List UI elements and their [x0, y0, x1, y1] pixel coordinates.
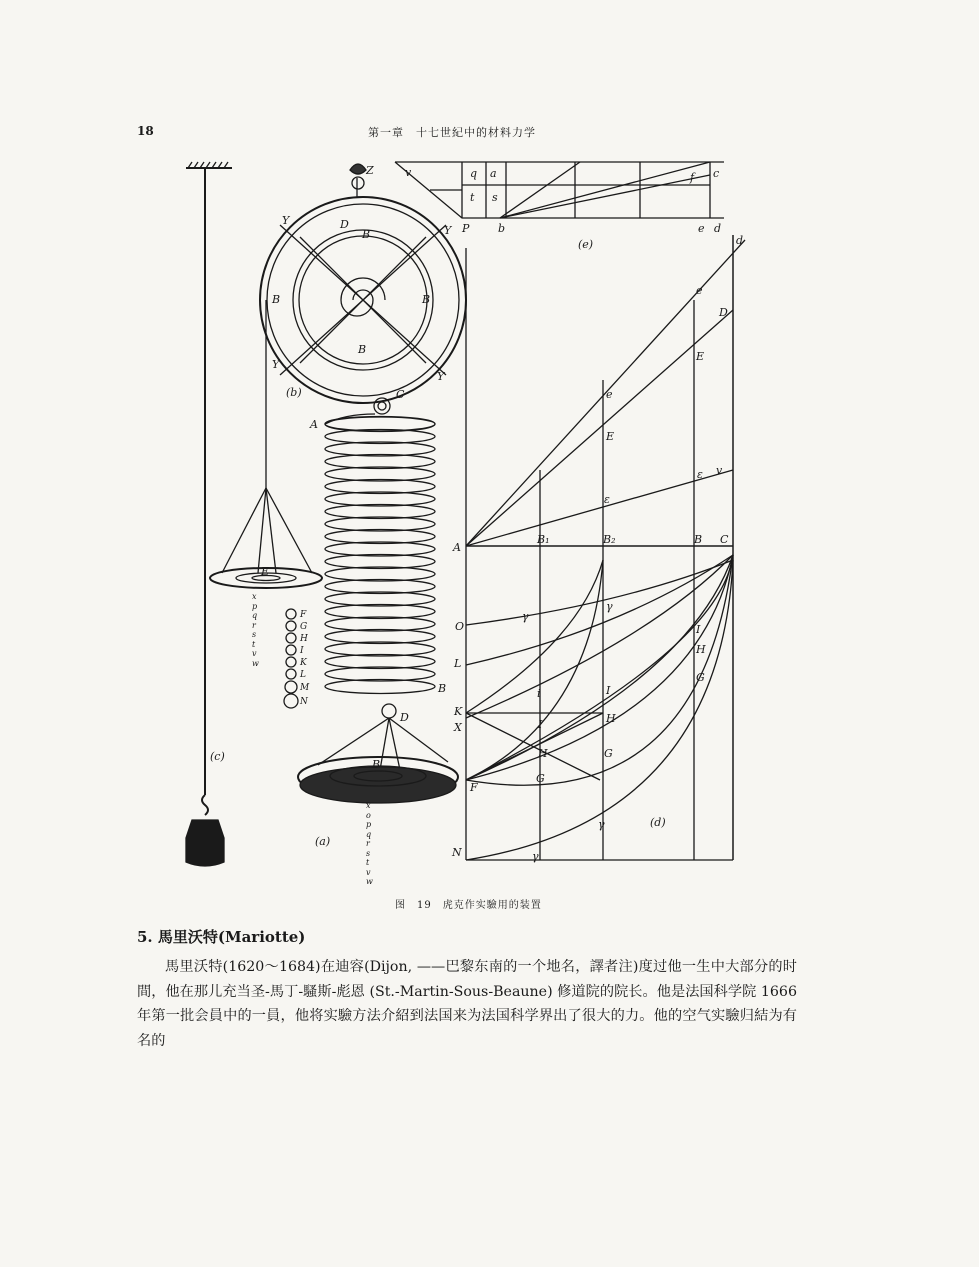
label-p: P	[462, 222, 470, 235]
label-y-tr: Y	[444, 224, 452, 237]
label-i: i	[537, 687, 541, 700]
label-gamma-3: γ	[598, 818, 605, 831]
label-e-mid: e	[606, 388, 613, 401]
label-v-e: v	[405, 166, 412, 179]
label-H-left: H	[538, 747, 548, 760]
weights-column	[284, 609, 298, 708]
label-f-e: f	[690, 171, 695, 184]
label-e-top: e	[696, 284, 703, 297]
label-d-top: d	[736, 234, 744, 247]
label-c-e: c	[713, 167, 720, 180]
weight-label-i: I	[300, 646, 304, 656]
label-H-right: H	[696, 643, 706, 656]
label-I-left: I	[538, 718, 543, 731]
label-B1: B₁	[537, 533, 550, 546]
label-b-left: B	[272, 293, 281, 306]
label-b-spring: B	[438, 682, 447, 695]
label-X-d: X	[454, 721, 462, 734]
label-e-pan: E	[261, 565, 270, 578]
label-b-pan: B	[372, 758, 381, 771]
label-s: s	[492, 191, 498, 204]
weight-label-k: K	[300, 658, 307, 668]
label-y-tl: Y	[282, 214, 290, 227]
body-text	[137, 955, 797, 1053]
label-d-hook: D	[400, 711, 409, 724]
label-K-d: K	[454, 705, 463, 718]
label-eps-mid: ε	[604, 493, 610, 506]
label-b-bottom: B	[358, 343, 367, 356]
label-d-wheel: D	[340, 218, 349, 231]
label-G-mid: G	[604, 747, 613, 760]
label-D-top: D	[719, 306, 728, 319]
weight-label-h: H	[300, 634, 308, 644]
label-E-right: E	[696, 350, 705, 363]
panel-label-a: (a)	[315, 835, 331, 848]
weight-label-n: N	[300, 697, 308, 707]
label-B2: B₂	[603, 533, 616, 546]
label-b-top: B	[362, 228, 371, 241]
diagram-d	[466, 235, 745, 860]
panel-label-e: (e)	[578, 238, 594, 251]
label-y-bl: Y	[272, 358, 280, 371]
panel-label-b: (b)	[286, 386, 302, 399]
panel-label-c: (c)	[210, 750, 225, 763]
label-A-d: A	[453, 541, 461, 554]
panel-label-d: (d)	[650, 816, 666, 829]
label-q: q	[470, 167, 478, 180]
label-a-e: a	[490, 167, 497, 180]
label-I-mid: I	[606, 684, 611, 697]
label-L-d: L	[454, 657, 462, 670]
scale-letters-bottom: x o p q r s t v w	[366, 801, 373, 886]
wire-apparatus-c	[186, 162, 232, 866]
label-O: O	[455, 620, 465, 633]
label-t: t	[470, 191, 475, 204]
label-c-spring: C	[396, 388, 405, 401]
diagram-e	[395, 162, 724, 218]
label-y-br: Y	[437, 370, 445, 383]
page-number: 18	[137, 124, 154, 138]
weight-label-g: G	[300, 622, 308, 632]
weight-label-l: L	[300, 670, 306, 680]
label-G-left: G	[536, 772, 545, 785]
label-eps-right: ε	[697, 468, 703, 481]
label-gamma-1: γ	[522, 610, 529, 623]
spring-coils	[325, 417, 435, 694]
label-N-d: N	[452, 846, 462, 859]
label-gamma-4: γ	[532, 850, 539, 863]
label-H-mid: H	[606, 712, 616, 725]
label-E-mid: E	[606, 430, 615, 443]
label-F-d: F	[470, 781, 478, 794]
weight-label-f: F	[300, 610, 307, 620]
spring-apparatus-a	[325, 398, 435, 432]
paragraph: 馬里沃特(1620～1684)在迪容(Dijon, ——巴黎东南的一个地名，譯者注)度过他一生中大部分的时間，他在那儿充当圣-馬丁-騷斯-彪恩 (St.-Martin-Sous-Beaune) 修道院的院长。他是法国科学院 1666 年第一批会員中的一員，他将实驗方法介紹到法国来为法国科学界出了很大的力。他的空气实驗归結为有名的	[137, 959, 797, 1049]
label-b-right: B	[422, 293, 431, 306]
label-d-e: d	[714, 222, 722, 235]
wheel-apparatus-b	[260, 164, 466, 403]
section-heading: 5. 馬里沃特(Mariotte)	[137, 928, 306, 946]
figure-caption: 图 19 虎克作实驗用的装置	[395, 900, 542, 911]
label-G-right: G	[696, 671, 705, 684]
label-I-right: I	[696, 623, 701, 636]
label-a-spring: A	[310, 418, 318, 431]
label-b-e: b	[498, 222, 506, 235]
label-e-e: e	[698, 222, 705, 235]
label-v-d: v	[716, 464, 723, 477]
label-gamma-2: γ	[606, 600, 613, 613]
running-title: 第一章 十七世紀中的材料力学	[368, 126, 536, 139]
label-C-d: C	[720, 533, 729, 546]
scale-letters-left: x p q r s t v w	[252, 592, 259, 668]
weight-label-m: M	[300, 683, 310, 693]
label-B-d: B	[694, 533, 703, 546]
label-z: Z	[366, 164, 374, 177]
